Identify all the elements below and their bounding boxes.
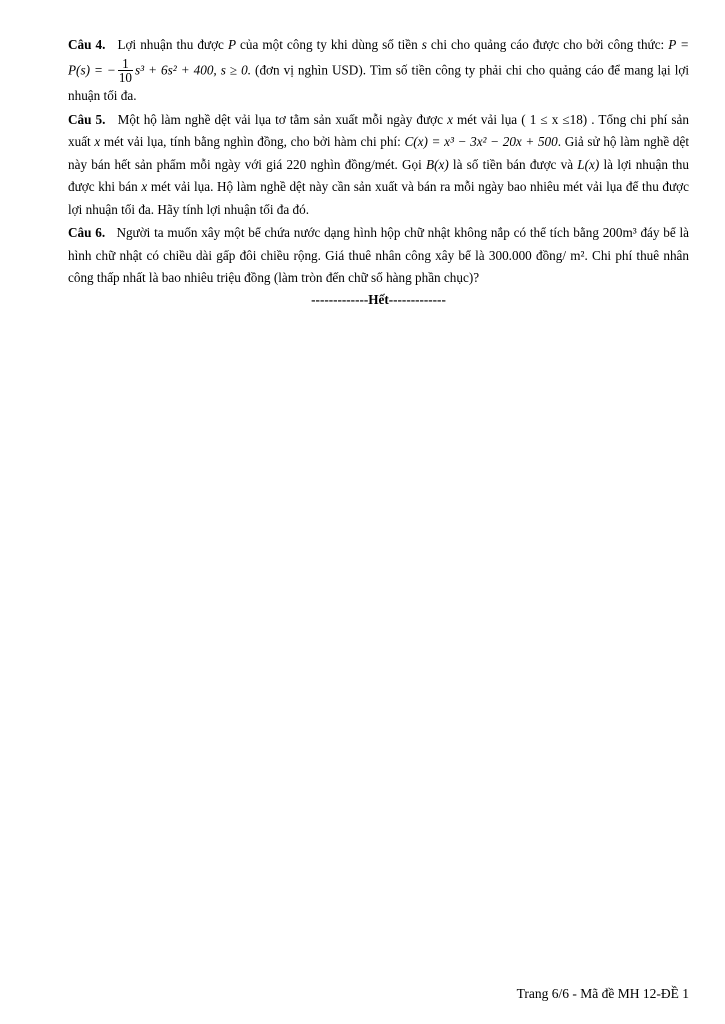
q5-text-7: mét vải lụa. Hộ làm nghề dệt này cần sản xuất và bán ra mỗi ngày bao nhiêu mét vải lụa để thu được lợi nhuận tối đa. Hãy tính lợi nhuận tối đa đó. bbox=[68, 179, 689, 217]
q5-text-5: là số tiền bán được và bbox=[448, 156, 578, 172]
q6-text-1: Người ta muốn xây một bể chứa nước dạng hình hộp chữ nhật không nắp có thể tích bằng bbox=[116, 225, 603, 241]
question-4-label: Câu 4. bbox=[68, 37, 106, 52]
q6-text-3: . Chi phí thuê nhân công thấp nhất là bao nhiêu triệu đồng (làm tròn đến chữ số hàng phần chục)? bbox=[68, 247, 689, 286]
q4-var-s: s bbox=[421, 37, 427, 52]
q6-text-2: đáy bể là hình chữ nhật có chiều dài gấp đôi chiều rộng. Giá thuê nhân công xây bể là bbox=[68, 225, 690, 263]
q5-text-3: mét vải lụa, tính bằng nghìn đồng, cho bởi hàm chi phí: bbox=[100, 134, 405, 150]
question-6 bbox=[68, 222, 689, 290]
q5-var-x-2: x bbox=[94, 134, 101, 150]
question-5-label: Câu 5. bbox=[68, 111, 106, 127]
q4-fraction bbox=[118, 57, 133, 86]
q5-text-4: . Giả sử hộ làm nghề dệt này bán hết sản phẩm mỗi ngày với giá 220 nghìn đồng/mét. Gọi bbox=[68, 134, 689, 172]
q6-price: 300.000 đồng/ m² bbox=[488, 247, 585, 263]
q5-text-6: là lợi nhuận thu được khi bán bbox=[68, 156, 689, 195]
q4-fraction-denominator: 10 bbox=[118, 70, 132, 86]
q5-var-x: x bbox=[447, 111, 453, 127]
q5-var-x-3: x bbox=[141, 179, 148, 195]
document-body bbox=[68, 34, 689, 309]
q4-fraction-numerator: 1 bbox=[118, 57, 133, 72]
question-5 bbox=[68, 109, 689, 222]
q4-text-4: (đơn vị nghìn USD). Tìm số tiền công ty phải chi cho quảng cáo để mang lại lợi nhuận tối đa. bbox=[68, 61, 689, 104]
q5-text-1: Một hộ làm nghề dệt vải lụa tơ tằm sản xuất mỗi ngày được bbox=[117, 111, 448, 127]
end-mark: -------------Hết------------- bbox=[311, 291, 446, 307]
q4-formula-rhs: s³ + 6s² + 400, s ≥ 0. bbox=[135, 61, 252, 77]
q4-var-p: P bbox=[227, 37, 236, 52]
q4-formula-lhs: P = P(s) = − bbox=[68, 37, 689, 77]
q6-volume: 200m³ bbox=[602, 225, 637, 241]
q5-cost-function: C(x) = x³ − 3x² − 20x + 500 bbox=[404, 134, 558, 150]
q5-var-b: B(x) bbox=[426, 156, 449, 172]
question-6-label: Câu 6. bbox=[68, 225, 106, 241]
q5-text-2: mét vải lụa ( 1 ≤ x ≤18) . Tổng chi phí sản xuất bbox=[68, 111, 690, 150]
page-footer: Trang 6/6 - Mã đề MH 12-ĐỀ 1 bbox=[516, 986, 689, 1001]
question-4 bbox=[68, 34, 689, 108]
q4-text-1: Lợi nhuận thu được bbox=[117, 37, 228, 52]
q5-var-l: L(x) bbox=[577, 156, 600, 172]
q4-text-2: của một công ty khi dùng số tiền bbox=[236, 37, 422, 52]
q4-text-3: chi cho quảng cáo được cho bởi công thức: bbox=[426, 37, 669, 52]
